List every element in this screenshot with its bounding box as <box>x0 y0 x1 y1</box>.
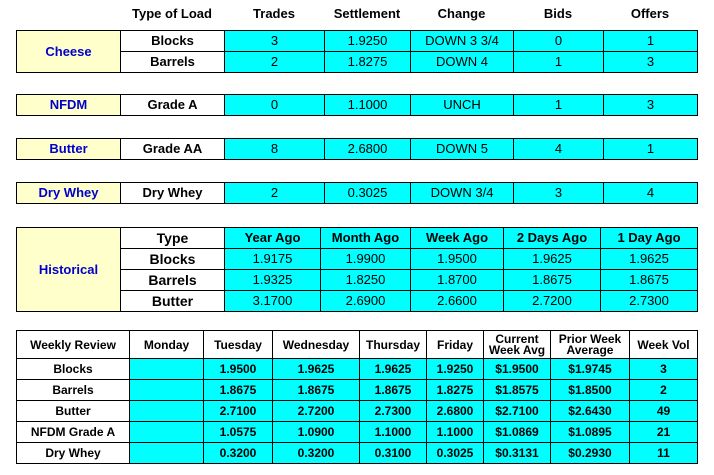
historical-cell: 2.7200 <box>504 291 601 312</box>
settlement-cell: 1.9250 <box>325 31 411 52</box>
historical-cell: 2.7300 <box>601 291 698 312</box>
historical-cell: 1.9175 <box>225 249 321 270</box>
weekly-cell <box>130 422 204 443</box>
table-row <box>17 443 698 464</box>
trades-cell: 2 <box>225 52 325 73</box>
historical-cell: 1.8675 <box>504 270 601 291</box>
weekly-cell: 1.9625 <box>273 359 360 380</box>
weekly-cell: 0.3200 <box>204 443 273 464</box>
weekly-header-row <box>17 331 698 359</box>
load-type: Dry Whey <box>121 183 225 204</box>
historical-header-1-day-ago: 1 Day Ago <box>601 228 698 249</box>
trades-cell: 8 <box>225 139 325 160</box>
offers-cell: 4 <box>604 183 698 204</box>
weekly-cell: 0.3200 <box>273 443 360 464</box>
weekly-cell: 1.1000 <box>427 422 484 443</box>
change-cell: DOWN 3/4 <box>411 183 514 204</box>
load-type: Grade A <box>121 95 225 116</box>
weekly-cell: $1.8575 <box>484 380 551 401</box>
weekly-cell: 21 <box>630 422 698 443</box>
bids-cell: 4 <box>514 139 604 160</box>
bids-cell: 0 <box>514 31 604 52</box>
weekly-cell: 0.3025 <box>427 443 484 464</box>
weekly-cell: 1.9250 <box>427 359 484 380</box>
change-cell: DOWN 4 <box>411 52 514 73</box>
weekly-cell: 0.3100 <box>360 443 427 464</box>
weekly-cell: $1.0895 <box>551 422 630 443</box>
header-trades: Trades <box>253 6 295 21</box>
load-type: Grade AA <box>121 139 225 160</box>
weekly-header-prior-week-average: Prior Week Average <box>551 331 630 359</box>
weekly-cell: 49 <box>630 401 698 422</box>
table-row <box>17 401 698 422</box>
historical-label: Historical <box>17 228 121 312</box>
weekly-cell <box>130 380 204 401</box>
historical-cell: 2.6900 <box>321 291 411 312</box>
historical-header-type: Type <box>121 228 225 249</box>
historical-header-week-ago: Week Ago <box>411 228 504 249</box>
weekly-cell: 2 <box>630 380 698 401</box>
weekly-cell: 1.8675 <box>360 380 427 401</box>
weekly-cell: 2.7100 <box>204 401 273 422</box>
weekly-cell: 11 <box>630 443 698 464</box>
weekly-header-wednesday: Wednesday <box>273 331 360 359</box>
historical-type: Barrels <box>121 270 225 291</box>
weekly-cell: 1.9500 <box>204 359 273 380</box>
historical-cell: 1.8250 <box>321 270 411 291</box>
weekly-cell: 3 <box>630 359 698 380</box>
historical-cell: 1.8700 <box>411 270 504 291</box>
weekly-product: Blocks <box>17 359 130 380</box>
header-settlement: Settlement <box>333 6 401 21</box>
trades-cell: 0 <box>225 95 325 116</box>
cheese-label: Cheese <box>17 31 121 73</box>
header-type-of-load: Type of Load <box>132 6 212 21</box>
weekly-cell: 1.8275 <box>427 380 484 401</box>
historical-type: Butter <box>121 291 225 312</box>
weekly-product: Barrels <box>17 380 130 401</box>
header-change: Change <box>437 6 486 21</box>
weekly-cell: $1.8500 <box>551 380 630 401</box>
load-type: Blocks <box>121 31 225 52</box>
settlement-cell: 0.3025 <box>325 183 411 204</box>
settlement-cell: 1.1000 <box>325 95 411 116</box>
weekly-header-thursday: Thursday <box>360 331 427 359</box>
weekly-cell: 1.0575 <box>204 422 273 443</box>
weekly-cell: $2.7100 <box>484 401 551 422</box>
weekly-cell: $1.0869 <box>484 422 551 443</box>
historical-table <box>16 227 698 312</box>
historical-header-year-ago: Year Ago <box>225 228 321 249</box>
drywhey-label: Dry Whey <box>17 183 121 204</box>
weekly-cell: 1.0900 <box>273 422 360 443</box>
weekly-review-table <box>16 330 698 464</box>
historical-cell: 1.9900 <box>321 249 411 270</box>
header-offers: Offers <box>630 6 670 21</box>
historical-type: Blocks <box>121 249 225 270</box>
weekly-cell <box>130 401 204 422</box>
historical-cell: 1.9325 <box>225 270 321 291</box>
weekly-cell: 2.7300 <box>360 401 427 422</box>
change-cell: DOWN 5 <box>411 139 514 160</box>
header-bids: Bids <box>543 6 573 21</box>
historical-cell: 1.8675 <box>601 270 698 291</box>
drywhey-table <box>16 182 698 204</box>
table-row <box>17 139 698 160</box>
weekly-cell: $0.3131 <box>484 443 551 464</box>
table-row <box>17 31 698 52</box>
weekly-product: Butter <box>17 401 130 422</box>
weekly-cell: $1.9745 <box>551 359 630 380</box>
offers-cell: 1 <box>604 139 698 160</box>
weekly-product: Dry Whey <box>17 443 130 464</box>
weekly-cell: $2.6430 <box>551 401 630 422</box>
weekly-cell: 2.6800 <box>427 401 484 422</box>
load-type: Barrels <box>121 52 225 73</box>
weekly-product: NFDM Grade A <box>17 422 130 443</box>
offers-cell: 3 <box>604 95 698 116</box>
trades-cell: 3 <box>225 31 325 52</box>
butter-label: Butter <box>17 139 121 160</box>
weekly-header-week-vol: Week Vol <box>630 331 698 359</box>
historical-cell: 1.9500 <box>411 249 504 270</box>
weekly-cell: $1.9500 <box>484 359 551 380</box>
weekly-cell: 1.9625 <box>360 359 427 380</box>
settlement-cell: 1.8275 <box>325 52 411 73</box>
bids-cell: 3 <box>514 183 604 204</box>
settlement-cell: 2.6800 <box>325 139 411 160</box>
historical-cell: 1.9625 <box>504 249 601 270</box>
table-row <box>17 422 698 443</box>
weekly-cell: 1.8675 <box>273 380 360 401</box>
weekly-header-monday: Monday <box>130 331 204 359</box>
historical-cell: 2.6600 <box>411 291 504 312</box>
offers-cell: 3 <box>604 52 698 73</box>
weekly-cell: 2.7200 <box>273 401 360 422</box>
weekly-cell: 1.1000 <box>360 422 427 443</box>
table-row <box>17 380 698 401</box>
historical-header-month-ago: Month Ago <box>321 228 411 249</box>
nfdm-label: NFDM <box>17 95 121 116</box>
nfdm-table <box>16 94 698 116</box>
cheese-table <box>16 30 698 73</box>
weekly-cell <box>130 443 204 464</box>
weekly-header-current-week-avg: Current Week Avg <box>484 331 551 359</box>
bids-cell: 1 <box>514 52 604 73</box>
table-row <box>17 359 698 380</box>
weekly-header-review: Weekly Review <box>17 331 130 359</box>
historical-header-2-days-ago: 2 Days Ago <box>504 228 601 249</box>
weekly-cell: 1.8675 <box>204 380 273 401</box>
weekly-cell: $0.2930 <box>551 443 630 464</box>
change-cell: UNCH <box>411 95 514 116</box>
change-cell: DOWN 3 3/4 <box>411 31 514 52</box>
bids-cell: 1 <box>514 95 604 116</box>
historical-cell: 1.9625 <box>601 249 698 270</box>
table-row <box>17 95 698 116</box>
table-row <box>17 228 698 249</box>
offers-cell: 1 <box>604 31 698 52</box>
table-row <box>17 183 698 204</box>
weekly-header-friday: Friday <box>427 331 484 359</box>
trades-cell: 2 <box>225 183 325 204</box>
weekly-header-tuesday: Tuesday <box>204 331 273 359</box>
butter-table <box>16 138 698 160</box>
weekly-cell <box>130 359 204 380</box>
historical-cell: 3.1700 <box>225 291 321 312</box>
